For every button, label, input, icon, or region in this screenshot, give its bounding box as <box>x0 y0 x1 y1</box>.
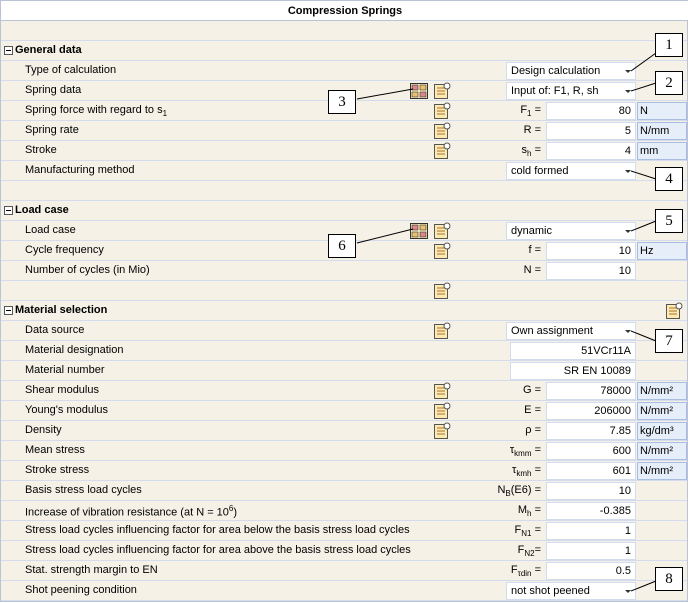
section-material[interactable] <box>1 301 687 321</box>
field-label: Basis stress load cycles <box>25 484 142 496</box>
density-input[interactable]: 7.85 <box>546 422 636 440</box>
notes-icon[interactable] <box>433 102 451 120</box>
field-label: Young's modulus <box>25 404 109 416</box>
field-label: Type of calculation <box>25 64 117 76</box>
field-label: Mean stress <box>25 444 85 456</box>
field-label: Stat. strength margin to EN <box>25 564 158 576</box>
symbol: $N_B(E6)$ = <box>497 484 541 499</box>
field-label: Stress load cycles influencing factor for area below the basis stress load cycles <box>25 524 410 536</box>
symbol: R = <box>523 124 541 136</box>
row-shot-peening <box>1 581 687 601</box>
basis-stress-input[interactable]: 10 <box>546 482 636 500</box>
manufacturing-select[interactable] <box>506 162 636 180</box>
field-label: Spring data <box>25 84 82 96</box>
field-label: Manufacturing method <box>25 164 135 176</box>
chevron-down-icon[interactable] <box>625 90 631 93</box>
row-stroke-stress <box>1 461 687 481</box>
row-material-number <box>1 361 687 381</box>
unit-label[interactable]: N/mm² <box>637 402 687 420</box>
symbol: ρ = <box>525 424 541 436</box>
strength-margin-input[interactable]: 0.5 <box>546 562 636 580</box>
field-label: Increase of vibration resistance (at $N = 10^6$) <box>25 504 238 519</box>
row-spring-rate <box>1 121 687 141</box>
chevron-down-icon[interactable] <box>625 170 631 173</box>
notes-icon[interactable] <box>665 302 683 320</box>
unit-label[interactable]: kg/dm³ <box>637 422 687 440</box>
unit-label[interactable]: N/mm² <box>637 442 687 460</box>
stroke-input[interactable]: 4 <box>546 142 636 160</box>
symbol: $\tau_{kmh}$ = <box>512 464 541 479</box>
notes-icon[interactable] <box>433 122 451 140</box>
row-fn1 <box>1 521 687 541</box>
symbol: $F_1$ = <box>520 104 541 119</box>
spacer-row <box>1 181 687 201</box>
row-fn2 <box>1 541 687 561</box>
table-grid-icon[interactable] <box>410 83 428 99</box>
spring-rate-input[interactable]: 5 <box>546 122 636 140</box>
unit-label[interactable]: mm <box>637 142 687 160</box>
shot-peening-select[interactable] <box>506 582 636 600</box>
collapse-icon[interactable] <box>4 306 13 315</box>
page-title: Compression Springs <box>1 1 688 21</box>
material-number-input[interactable]: SR EN 10089 <box>510 362 636 380</box>
field-label: Shear modulus <box>25 384 99 396</box>
field-label: Shot peening condition <box>25 584 137 596</box>
field-label: Spring rate <box>25 124 79 136</box>
symbol: $F_{N1}$ = <box>514 524 541 539</box>
symbol: $\tau_{kmm}$ = <box>509 444 541 459</box>
row-vibration-increase <box>1 501 687 521</box>
chevron-down-icon[interactable] <box>625 590 631 593</box>
notes-icon[interactable] <box>433 222 451 240</box>
row-stroke <box>1 141 687 161</box>
callout-5: 5 <box>655 209 683 233</box>
field-label: Number of cycles (in Mio) <box>25 264 150 276</box>
notes-icon[interactable] <box>433 322 451 340</box>
symbol: $M_h$ = <box>517 504 541 519</box>
field-label: Stress load cycles influencing factor for area above the basis stress load cycles <box>25 544 411 556</box>
calc-type-select[interactable] <box>506 62 636 80</box>
spring-force-input[interactable]: 80 <box>546 102 636 120</box>
table-grid-icon[interactable] <box>410 223 428 239</box>
chevron-down-icon[interactable] <box>625 70 631 73</box>
unit-label[interactable]: N <box>637 102 687 120</box>
select-value: Design calculation <box>511 65 601 77</box>
callout-7: 7 <box>655 329 683 353</box>
row-number-cycles <box>1 261 687 281</box>
symbol: f = <box>528 244 541 256</box>
spring-data-select[interactable] <box>506 82 636 100</box>
select-value: Input of: F1, R, sh <box>511 85 599 97</box>
field-label: Data source <box>25 324 85 336</box>
data-source-select[interactable] <box>506 322 636 340</box>
collapse-icon[interactable] <box>4 206 13 215</box>
field-label: Density <box>25 424 62 436</box>
shear-modulus-input[interactable]: 78000 <box>546 382 636 400</box>
fn1-input[interactable]: 1 <box>546 522 636 540</box>
field-label: Stroke stress <box>25 464 90 476</box>
select-value: dynamic <box>511 225 552 237</box>
row-youngs-modulus <box>1 401 687 421</box>
notes-icon[interactable] <box>433 82 451 100</box>
row-strength-margin <box>1 561 687 581</box>
vibration-increase-input[interactable]: -0.385 <box>546 502 636 520</box>
collapse-icon[interactable] <box>4 46 13 55</box>
chevron-down-icon[interactable] <box>625 230 631 233</box>
mean-stress-input[interactable]: 600 <box>546 442 636 460</box>
field-label: Spring force with regard to $s_1$ <box>25 104 168 119</box>
notes-icon[interactable] <box>433 282 451 300</box>
fn2-input[interactable]: 1 <box>546 542 636 560</box>
notes-icon[interactable] <box>433 242 451 260</box>
select-value: cold formed <box>511 165 569 177</box>
callout-2: 2 <box>655 71 683 95</box>
section-title: Material selection <box>15 304 108 316</box>
callout-3: 3 <box>328 90 356 114</box>
chevron-down-icon[interactable] <box>625 330 631 333</box>
callout-6: 6 <box>328 234 356 258</box>
section-load[interactable] <box>1 201 687 221</box>
unit-label[interactable]: Hz <box>637 242 687 260</box>
row-mean-stress <box>1 441 687 461</box>
symbol: E = <box>524 404 541 416</box>
section-title: Load case <box>15 204 69 216</box>
notes-icon[interactable] <box>433 422 451 440</box>
notes-icon[interactable] <box>433 142 451 160</box>
select-value: not shot peened <box>511 585 590 597</box>
symbol: $F_{\tau din}$ = <box>510 564 541 579</box>
unit-label[interactable]: N/mm² <box>637 462 687 480</box>
material-designation-input[interactable]: 51VCr11A <box>510 342 636 360</box>
section-general[interactable] <box>1 41 687 61</box>
field-label: Material number <box>25 364 105 376</box>
unit-label[interactable]: N/mm² <box>637 382 687 400</box>
row-density <box>1 421 687 441</box>
spacer-row <box>1 281 687 301</box>
stroke-stress-input[interactable]: 601 <box>546 462 636 480</box>
field-label: Load case <box>25 224 76 236</box>
symbol: $s_h$ = <box>521 144 541 159</box>
cycle-frequency-input[interactable]: 10 <box>546 242 636 260</box>
row-calc-type <box>1 61 687 81</box>
callout-1: 1 <box>655 33 683 57</box>
field-label: Stroke <box>25 144 57 156</box>
number-cycles-input[interactable]: 10 <box>546 262 636 280</box>
field-label: Material designation <box>25 344 124 356</box>
symbol: N = <box>523 264 541 276</box>
select-value: Own assignment <box>511 325 593 337</box>
notes-icon[interactable] <box>433 402 451 420</box>
notes-icon[interactable] <box>433 382 451 400</box>
symbol: $F_{N2}=$ <box>517 544 541 559</box>
spacer-row <box>1 21 687 41</box>
row-data-source <box>1 321 687 341</box>
row-shear-modulus <box>1 381 687 401</box>
callout-4: 4 <box>655 167 683 191</box>
unit-label[interactable]: N/mm <box>637 122 687 140</box>
callout-8: 8 <box>655 567 683 591</box>
row-manufacturing <box>1 161 687 181</box>
youngs-modulus-input[interactable]: 206000 <box>546 402 636 420</box>
row-basis-stress <box>1 481 687 501</box>
load-case-select[interactable] <box>506 222 636 240</box>
row-material-designation <box>1 341 687 361</box>
field-label: Cycle frequency <box>25 244 104 256</box>
section-title: General data <box>15 44 82 56</box>
symbol: G = <box>522 384 541 396</box>
